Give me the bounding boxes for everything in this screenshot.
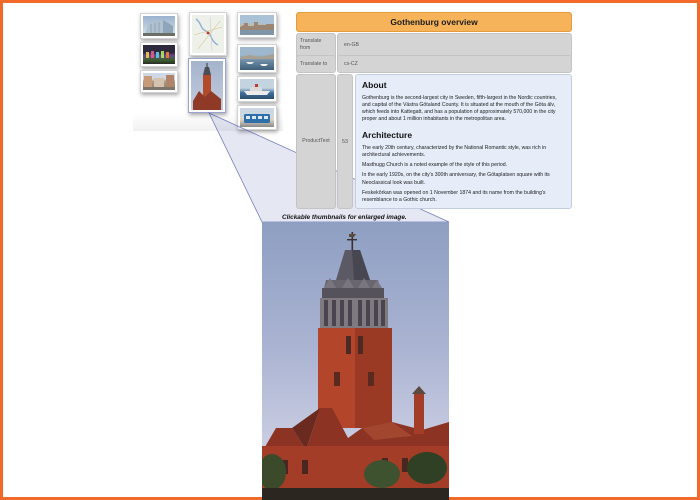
overview-panel [296, 12, 572, 203]
architecture-heading: Architecture [362, 130, 413, 141]
church-tower-thumb-image [191, 61, 223, 110]
translate-from-value: en-GB [337, 33, 572, 64]
product-text-content [355, 74, 572, 209]
glass-building-image [143, 16, 175, 36]
city-skyline-image [240, 15, 274, 35]
map-image [192, 15, 224, 53]
product-text-number: 53 [337, 74, 353, 209]
overview-title: Gothenburg overview [296, 12, 572, 32]
gallery-caption: Clickable thumbnails for enlarged image. [282, 214, 407, 221]
thumbnail-gallery [133, 7, 283, 131]
product-text-label: ProductText [296, 74, 336, 209]
ship-image [240, 79, 274, 99]
translate-to-row [296, 55, 572, 73]
thumbnail-glass-building[interactable] [140, 13, 178, 39]
architecture-paragraph: The early 20th century, characterized by the National Romantic style, was rich in architectural achievements. [362, 145, 547, 159]
thumbnail-colorful-building[interactable] [140, 42, 178, 67]
about-paragraph: Gothenburg is the second-largest city in Sweden, fifth-largest in the Nordic countries, and capital of the Västra Götaland County. It is situated at the mouth of the Göta älv, which feeds into Kattegatt, and has a population of approximately 570,000 in the city proper and about 1 million inhabitants in the metropolitan area. [362, 95, 557, 123]
thumbnail-street-view[interactable] [140, 70, 178, 93]
about-heading: About [362, 80, 387, 90]
thumbnail-map[interactable] [189, 12, 227, 56]
harbor-image [240, 47, 274, 70]
translate-to-value: cs-CZ [337, 55, 572, 73]
colorful-building-image [143, 45, 175, 64]
thumbnail-city-skyline[interactable] [237, 12, 277, 38]
architecture-paragraph: In the early 1920s, on the city's 300th anniversary, the Götaplatsen square with its Neoclassical look was built. [362, 172, 550, 186]
architecture-paragraph: Feskekôrkan was opened on 1 November 1874 and its name from the building's resemblance to a Gothic church. [362, 189, 546, 203]
product-text-row [296, 74, 572, 209]
street-view-image [143, 73, 175, 90]
translate-from-label: Translate from [296, 33, 336, 64]
translate-to-label: Translate to [296, 55, 336, 73]
thumbnail-church-tower[interactable] [188, 58, 226, 113]
thumbnail-harbor[interactable] [237, 44, 277, 73]
enlarged-image [262, 222, 449, 500]
thumbnail-ship[interactable] [237, 76, 277, 102]
tram-image [240, 108, 274, 127]
church-tower-photo [262, 222, 449, 500]
thumbnail-tram[interactable] [237, 105, 277, 130]
architecture-paragraph: Masthugg Church is a noted example of the style of this period. [362, 162, 508, 169]
